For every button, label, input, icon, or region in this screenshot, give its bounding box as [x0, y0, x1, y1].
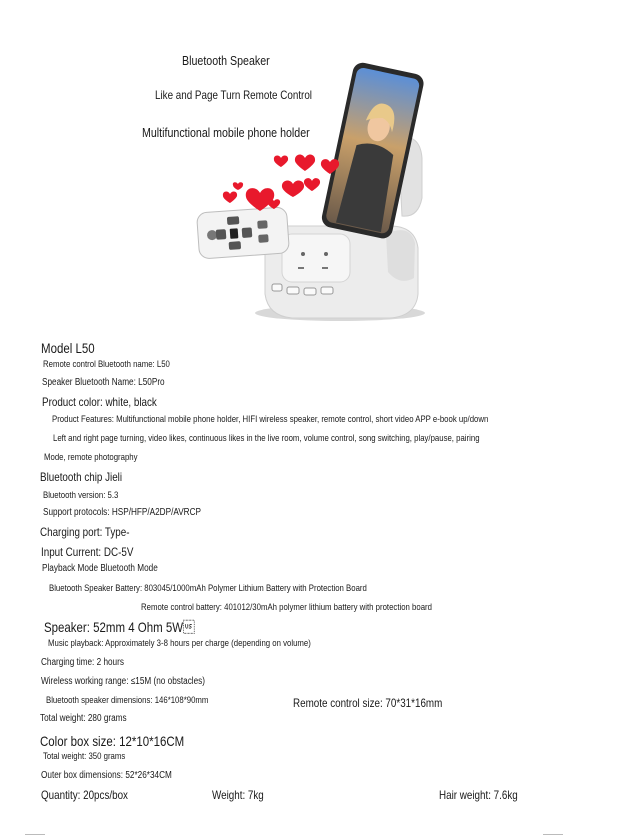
spec-weight: Weight: 7kg	[212, 788, 264, 802]
header-tagline: Multifunctional mobile phone holder	[142, 125, 310, 140]
spec-wireless-range: Wireless working range: ≤15M (no obstacles)	[41, 676, 206, 687]
spec-bt-version: Bluetooth version: 5.3	[43, 490, 119, 501]
spec-features-1: Product Features: Multifunctional mobile phone holder, HIFI wireless speaker, remote control, short video APP e-book up/down	[52, 414, 489, 425]
spec-playback-mode: Playback Mode Bluetooth Mode	[42, 563, 158, 574]
spec-product-color: Product color: white, black	[42, 395, 157, 409]
spec-remote-battery: Remote control battery: 401012/30mAh polymer lithium battery with protection board	[141, 602, 432, 613]
product-image	[190, 58, 440, 323]
spec-speaker: Speaker: 52mm 4 Ohm 5W	[44, 619, 195, 635]
spec-speaker-dims: Bluetooth speaker dimensions: 146*108*90mm	[46, 695, 209, 706]
spec-hair-weight: Hair weight: 7.6kg	[439, 788, 518, 802]
spec-quantity: Quantity: 20pcs/box	[41, 788, 128, 802]
spec-speaker-battery: Bluetooth Speaker Battery: 803045/1000mAh Polymer Lithium Battery with Protection Board	[49, 583, 367, 594]
spec-charging-time: Charging time: 2 hours	[41, 657, 124, 668]
spec-model: Model L50	[41, 340, 95, 356]
spec-color-box-size: Color box size: 12*10*16CM	[40, 733, 185, 749]
spec-remote-size: Remote control size: 70*31*16mm	[293, 696, 443, 710]
spec-chip: Bluetooth chip Jieli	[40, 470, 123, 484]
spec-features-2: Left and right page turning, video likes, continuous likes in the live room, volume control, song switching, play/pause, pairing	[53, 433, 480, 444]
speaker-phone-holder-icon	[190, 58, 440, 323]
spec-speaker-bt-name: Speaker Bluetooth Name: L50Pro	[42, 377, 165, 388]
spec-music-playback: Music playback: Approximately 3-8 hours per charge (depending on volume)	[48, 638, 311, 649]
spec-total-weight-2: Total weight: 350 grams	[43, 751, 126, 762]
spec-protocols: Support protocols: HSP/HFP/A2DP/AVRCP	[43, 507, 201, 518]
page-corner-right	[543, 834, 563, 839]
spec-outer-box: Outer box dimensions: 52*26*34CM	[41, 770, 172, 781]
spec-remote-bt-name: Remote control Bluetooth name: L50	[43, 359, 170, 370]
spec-total-weight-1: Total weight: 280 grams	[40, 713, 127, 724]
spec-charging-port: Charging port: Type-	[40, 525, 130, 539]
spec-input-current: Input Current: DC-5V	[41, 545, 134, 559]
header-subtitle: Like and Page Turn Remote Control	[155, 88, 312, 102]
spec-features-3: Mode, remote photography	[44, 452, 138, 463]
page-corner-left	[25, 834, 45, 839]
header-title: Bluetooth Speaker	[182, 53, 270, 68]
